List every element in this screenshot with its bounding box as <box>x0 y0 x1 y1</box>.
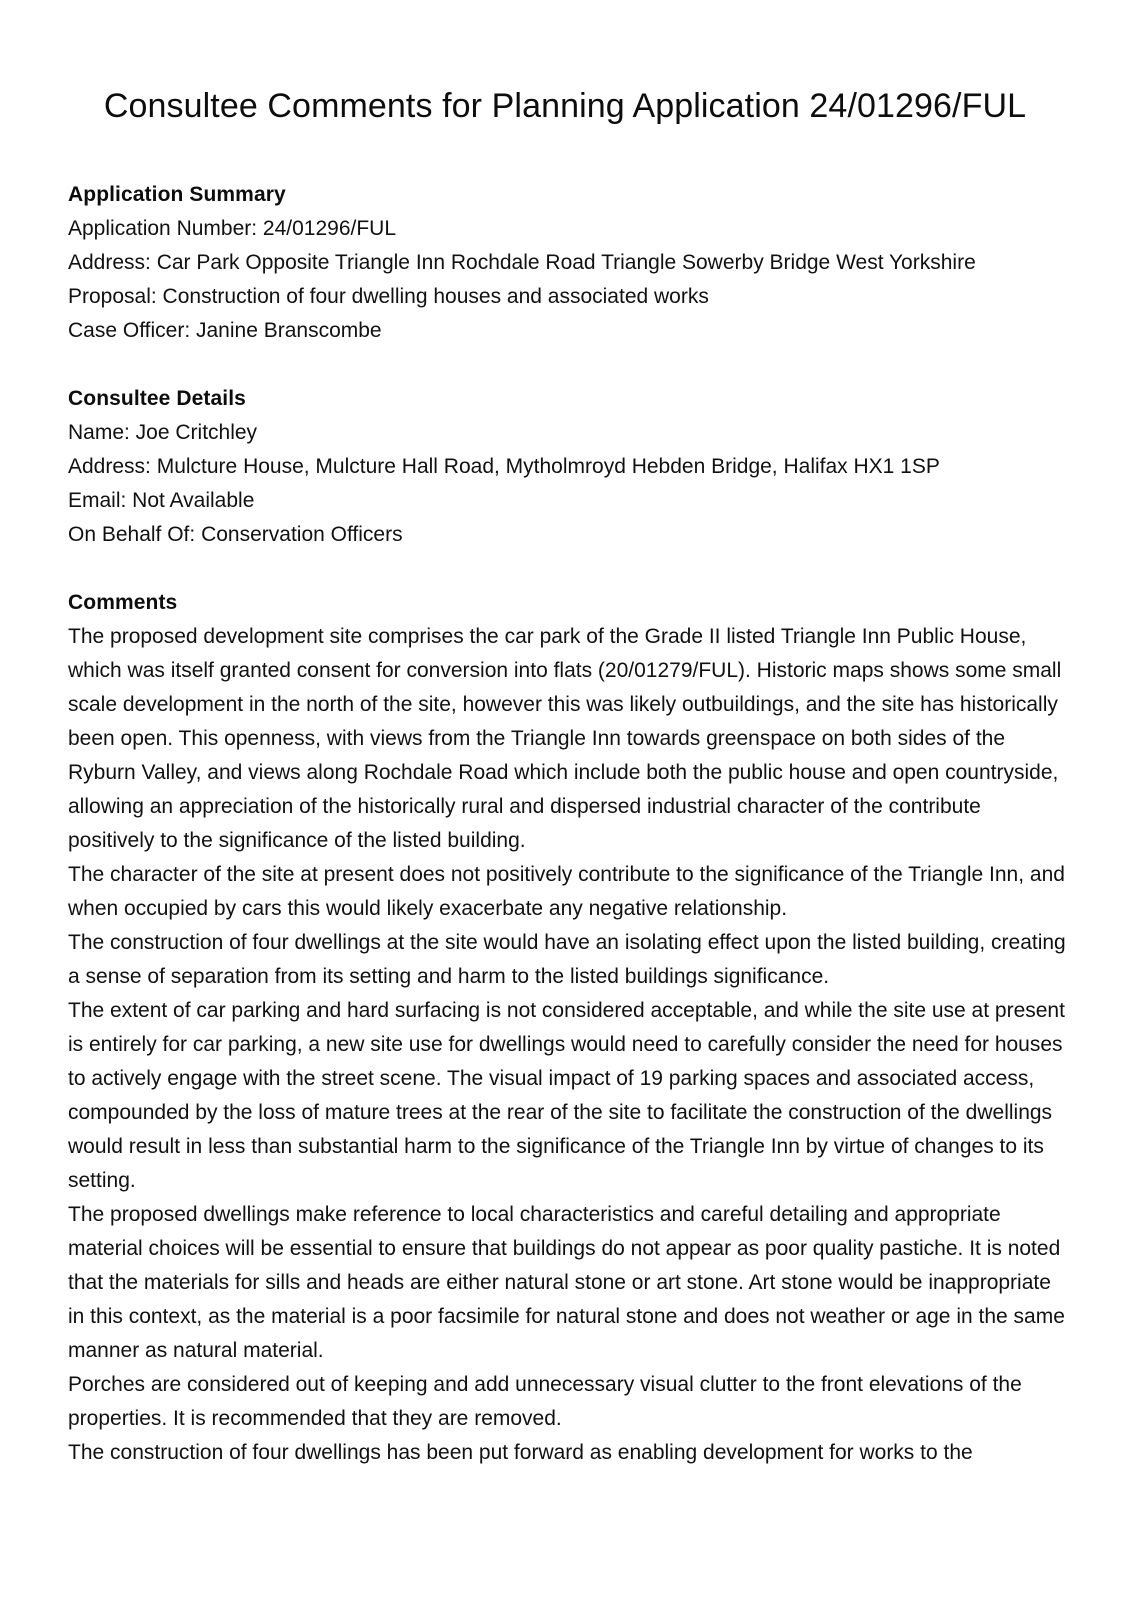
consultee-details-section <box>68 382 1068 552</box>
comment-paragraph: The proposed dwellings make reference to local characteristics and careful detailing and appropriate material choices will be essential to ensure that buildings do not appear as poor quality pastiche. It is noted that the materials for sills and heads are either natural stone or art stone. Art stone would be inappropriate in this context, as the material is a poor facsimile for natural stone and does not weather or age in the same manner as natural material. <box>68 1203 1065 1362</box>
section-spacer <box>68 348 1068 382</box>
consultee-details-heading: Consultee Details <box>68 387 246 410</box>
case-officer: Case Officer: Janine Branscombe <box>68 319 382 342</box>
application-summary-heading: Application Summary <box>68 183 286 206</box>
consultee-address: Address: Mulcture House, Mulcture Hall Road, Mytholmroyd Hebden Bridge, Halifax HX1 1SP <box>68 455 940 478</box>
document-body <box>68 178 1068 1470</box>
comment-paragraph: The construction of four dwellings has been put forward as enabling development for works to the <box>68 1441 973 1464</box>
application-summary-section <box>68 178 1068 348</box>
application-address: Address: Car Park Opposite Triangle Inn Rochdale Road Triangle Sowerby Bridge West Yorkshire <box>68 251 976 274</box>
section-spacer <box>68 552 1068 586</box>
document-title: Consultee Comments for Planning Application 24/01296/FUL <box>103 87 1027 125</box>
comment-paragraph: The character of the site at present does not positively contribute to the significance of the Triangle Inn, and when occupied by cars this would likely exacerbate any negative relationship. <box>68 863 1065 920</box>
consultee-email: Email: Not Available <box>68 489 255 512</box>
consultee-name: Name: Joe Critchley <box>68 421 258 444</box>
consultee-on-behalf-of: On Behalf Of: Conservation Officers <box>68 523 403 546</box>
comment-paragraph: The extent of car parking and hard surfacing is not considered acceptable, and while the site use at present is entirely for car parking, a new site use for dwellings would need to carefully consider the need for houses to actively engage with the street scene. The visual impact of 19 parking spaces and associated access, compounded by the loss of mature trees at the rear of the site to facilitate the construction of the dwellings would result in less than substantial harm to the significance of the Triangle Inn by virtue of changes to its setting. <box>68 999 1065 1192</box>
comment-paragraph: The construction of four dwellings at the site would have an isolating effect upon the listed building, creating a sense of separation from its setting and harm to the listed buildings significance. <box>68 931 1066 988</box>
application-number: Application Number: 24/01296/FUL <box>68 217 397 240</box>
application-proposal: Proposal: Construction of four dwelling houses and associated works <box>68 285 709 308</box>
comments-section <box>68 586 1068 1470</box>
comment-paragraph: The proposed development site comprises the car park of the Grade II listed Triangle Inn Public House, which was itself granted consent for conversion into flats (20/01279/FUL). Historic maps shows some small scale development in the north of the site, however this was likely outbuildings, and the site has historically been open. This openness, with views from the Triangle Inn towards greenspace on both sides of the Ryburn Valley, and views along Rochdale Road which include both the public house and open countryside, allowing an appreciation of the historically rural and dispersed industrial character of the contribute positively to the significance of the listed building. <box>68 625 1062 852</box>
comment-paragraph: Porches are considered out of keeping and add unnecessary visual clutter to the front elevations of the properties. It is recommended that they are removed. <box>68 1373 1022 1430</box>
comments-heading: Comments <box>68 591 178 614</box>
